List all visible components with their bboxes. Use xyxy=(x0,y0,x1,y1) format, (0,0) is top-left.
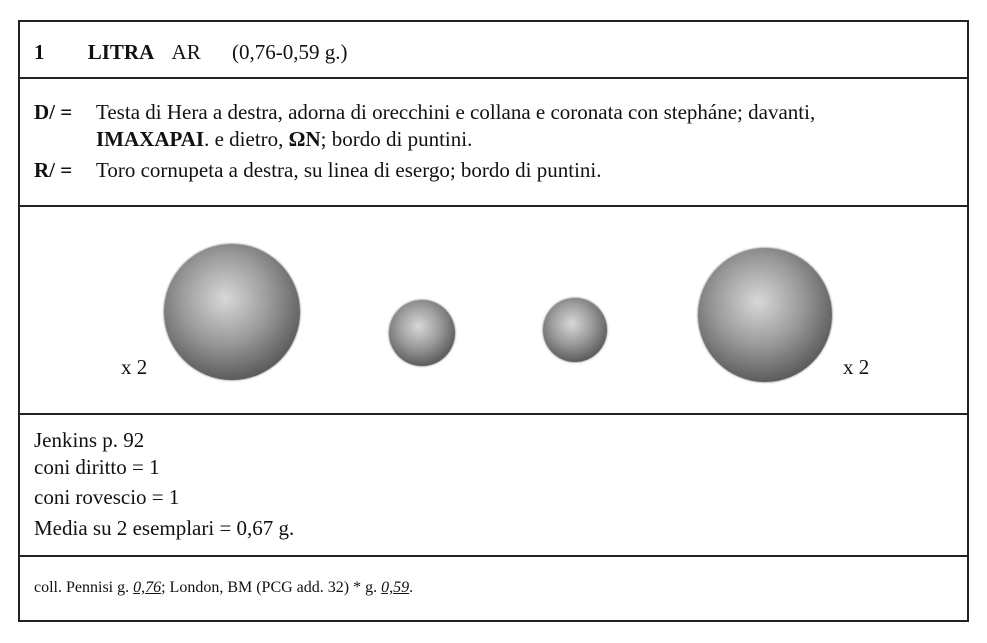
divider xyxy=(20,555,967,557)
mean-weight: Media su 2 esemplari = 0,67 g. xyxy=(34,516,295,540)
obverse-text: Testa di Hera a destra, adorna di orecchini e collana e coronata con stepháne; davanti, xyxy=(96,100,816,124)
greek-legend: IMAXAPAI xyxy=(96,127,205,151)
denomination: LITRA xyxy=(87,40,155,64)
coin-obverse-enlarged-image xyxy=(164,244,300,380)
coin-obverse-image xyxy=(389,300,455,366)
divider xyxy=(20,77,967,79)
reverse-label: R/ = xyxy=(34,158,73,182)
coin-reverse-image xyxy=(543,298,607,362)
text: . xyxy=(409,579,414,596)
greek-legend: ΩN xyxy=(288,127,321,151)
text: ; London, BM (PCG add. 32) * g. xyxy=(161,579,382,596)
weight-range: (0,76-0,59 g.) xyxy=(231,40,348,64)
metal: AR xyxy=(171,40,201,64)
weight: 0,59 xyxy=(381,579,410,596)
specimens-list xyxy=(34,579,413,597)
divider xyxy=(20,205,967,207)
reverse-text: Toro cornupeta a destra, su linea di esergo; bordo di puntini. xyxy=(96,158,602,182)
reverse-dies: coni rovescio = 1 xyxy=(34,485,180,509)
text: ; bordo di puntini. xyxy=(320,127,473,151)
entry-number: 1 xyxy=(34,40,45,64)
divider xyxy=(20,413,967,415)
weight: 0,76 xyxy=(133,579,162,596)
coin-reverse-enlarged-image xyxy=(698,248,832,382)
reference: Jenkins p. 92 xyxy=(34,428,145,452)
scale-label: x 2 xyxy=(843,355,870,379)
scale-label: x 2 xyxy=(121,355,148,379)
obverse-legend-line xyxy=(96,127,472,152)
text: . e dietro, xyxy=(204,127,289,151)
text: coll. Pennisi g. xyxy=(34,579,134,596)
obverse-dies: coni diritto = 1 xyxy=(34,455,160,479)
obverse-label: D/ = xyxy=(34,100,73,124)
entry-header xyxy=(34,40,347,65)
